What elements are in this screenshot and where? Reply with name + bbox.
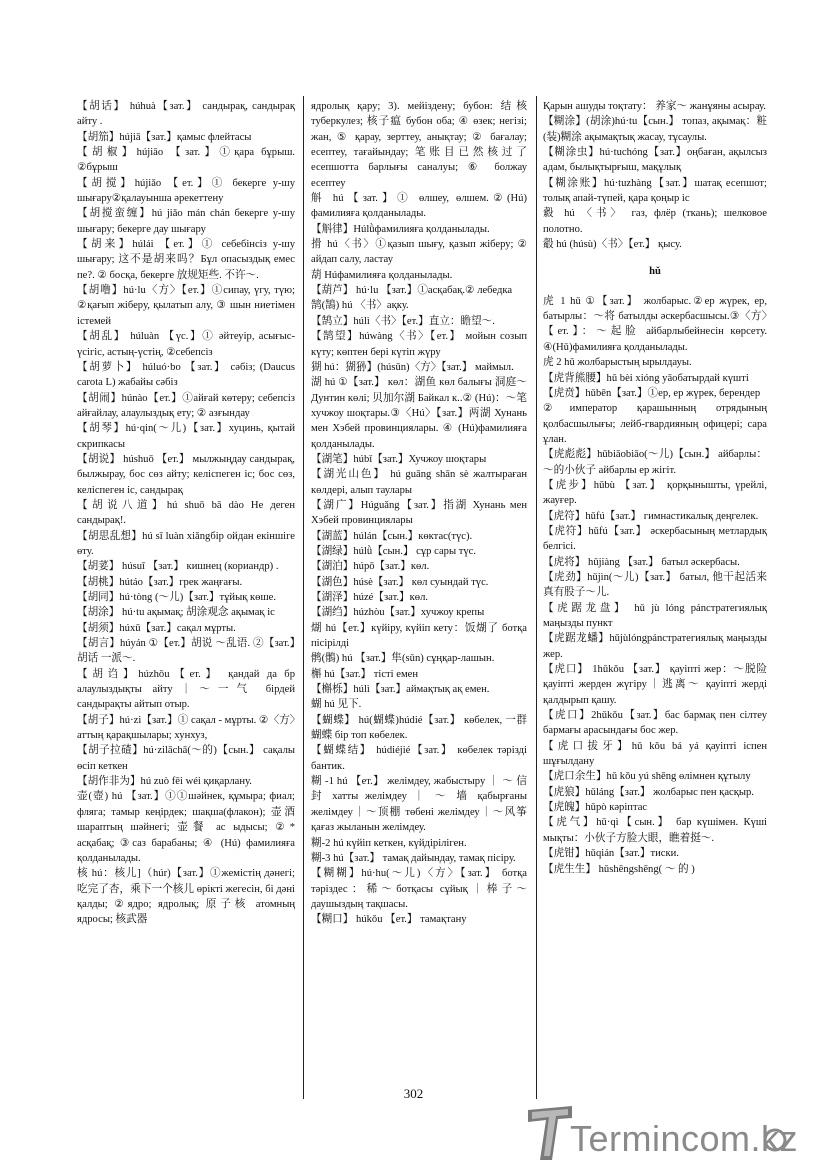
dictionary-entry: 【虎口余生】hǔ kǒu yú shēng өлімнен құтылу: [543, 771, 751, 783]
dictionary-entry: 糊-2 hú күйіп кеткен, күйдіріліген.: [311, 837, 467, 849]
dictionary-entry: 【胡同】hú·tòng (～儿)【зат.】тұйық көше.: [77, 592, 276, 603]
dictionary-entry: 【虎将】 hǔjiàng 【зат.】 батыл әскербасы.: [543, 556, 740, 568]
dictionary-entry: 【胡思乱想】hú sī luàn xiǎngбір ойдан екіншіге өту.: [77, 530, 295, 557]
column-divider: [303, 96, 304, 1099]
dictionary-entry: 【胡噜】hú·lu〈方〉【ет.】①сипау, үгу, түю; ②қағып жіберу, қылатып алу, ③ шын ниетімен істемей: [77, 285, 295, 327]
dictionary-entry: 【虎口】2hǔkǒu【зат.】бас бармақ пен сілтеу бармағы арасындағы бос жер.: [543, 710, 767, 737]
dictionary-entry: Қарын ашуды тоқтату： 养家～ жанұяны асырау.: [543, 101, 766, 112]
dictionary-entry: 【虎魄】hǔpò кәріптас: [543, 802, 648, 814]
dictionary-entry: 【虎钳】hǔqián【зат.】тиски.: [543, 848, 679, 860]
dictionary-entry: 【糊糊】hú·hu(～儿)〈方〉【зат.】 ботқа тәріздес：稀～ботқасы сұйық｜棒子～ даушыздың тақшасы.: [311, 868, 527, 910]
dictionary-entry: 【胡诌】húzhōu【ет.】 қандай да бр алаулыздықты айту｜～一气 бірдей сандырақты айтып отыр.: [77, 668, 295, 711]
dictionary-entry: 【胡涂】 hú·tu ақымақ; 胡涂观念 ақымақ іс: [77, 607, 275, 619]
dictionary-entry: 【槲栎】húlì【зат.】аймақтық ақ емен.: [311, 684, 490, 696]
dictionary-entry: 搰 hú〈书〉①қазып шығу, қазып жіберу; ② айдап салу, ластау: [311, 239, 527, 266]
dictionary-entry: 【胡言】húyán ①【ет.】胡说 ～乱语. ②【зат.】胡话 一派～.: [77, 638, 295, 665]
dictionary-entry: 【斛律】Húlǜфамилияға қолданылады.: [311, 223, 490, 235]
column-divider: [536, 96, 537, 1099]
dictionary-entry: 【胡来】húlái 【ет.】① себебінсіз у-шу шығару; 这不是胡来吗？Бұл опасыздық емес пе?. ② босқа, бекерге 放规矩些. 不许～.: [77, 239, 295, 281]
dictionary-entry: 糊-3 hú【зат.】 тамақ дайындау, тамақ пісіру.: [311, 852, 516, 864]
dictionary-entry: 【虎踞龙盘】 hǔ jù lóng pánстратегиялық маңызды пункт: [543, 602, 767, 629]
dictionary-entry: 【湖泊】húpō【зат.】көл.: [311, 561, 430, 573]
dictionary-entry: 縠 hú 〈书〉 газ, флёр (ткань); шелковое полотно.: [543, 208, 767, 235]
dictionary-entry: 【胡乱】 húluàn 【үс.】① әйтеуір, асығыс-үсігіс, астың-үстің, ②себепсіз: [77, 331, 295, 358]
dictionary-entry: 【湖泽】húzé【зат.】көл.: [311, 592, 429, 603]
dictionary-entry: 煳 hú【ет.】күйіру, күйіп кету：饭煳了 ботқа пісірілді: [311, 622, 527, 650]
dictionary-entry: 【胡琴】hú·qin(～儿)【зат.】хуцинь, қытай скрипкасы: [77, 423, 295, 450]
dictionary-entry: 【虎劲】hǔjìn(～儿)【зат.】 батыл, 他干起活来真有股子～儿.: [543, 571, 767, 599]
dictionary-entry: 【虎生生】 hǔshēngshēng( ～ 的 ): [543, 863, 695, 875]
dictionary-entry: 【虎步】hǔbù 【зат.】 қорқынышты, үрейлі, жауғер.: [543, 479, 767, 507]
dictionary-entry: 【虎贲】hǔbēn【зат.】①ер, ер жүрек, берендер: [543, 387, 761, 399]
dictionary-entry: 【湖绉】húzhòu【зат.】хучжоу крепы: [311, 607, 485, 619]
column-1: [77, 99, 295, 928]
dictionary-entry: 【胡须】húxū【зат.】сақал мұрты.: [77, 622, 236, 634]
dictionary-entry: 【蝴蝶结】 húdiéjié【зат.】 көбелек тәрізді бантик.: [311, 745, 527, 772]
dictionary-entry: 湖 hú ①【зат.】 көл：湖鱼 көл балығы 洞庭～Дунтин көлі; 贝加尔湖 Байкал к..② (Hú)：～笔 хучжоу шоқтары.③〈Hú〉【зат.】两湖 Хунань мен Хэбей провинциялары. ④ (Hú)фамилияға қолданылады.: [311, 377, 527, 450]
logo-text: Termincom.kz: [570, 1118, 799, 1159]
dictionary-entry: 【鹄望】húwàng〈书〉【ет.】 мойын созып күту; көптен бері күтіп жүру: [311, 331, 527, 358]
dictionary-entry: 【胡笳】hújiā【зат.】қамыс флейтасы: [77, 131, 252, 143]
dictionary-entry: 葫 Húфамилияға қолданылады.: [311, 269, 453, 281]
dictionary-entry: 觳 hú (húsù)〈书〉【ет.】 қысу.: [543, 239, 682, 251]
dictionary-entry: 【湖色】húsè【зат.】 көл суындай түс.: [311, 576, 489, 588]
dictionary-entry: 【湖笔】húbǐ【зат.】Хучжоу шоқтары: [311, 453, 487, 465]
dictionary-entry: 【虎气】hǔ·qì【сын.】 бар күшімен. Күші мықты：小伙子方脸大眼，瞧着挺～.: [543, 817, 767, 844]
dictionary-entry: 【胡萝卜】 húluó·bo 【зат.】 сәбіз; (Daucus carota L) жабайы сәбіз: [77, 361, 295, 389]
dictionary-entry: 糊 -1 hú 【ет.】 желімдеу, жабыстыру ｜ ～ 信封 хатты желімдеу ｜ ～ 墙 қабырғаны желімдеу｜～顶棚 төбені желімдеу｜～风筝 қағаз жыланын желімдеу.: [311, 776, 527, 834]
dictionary-entry: 【胡话】 húhuà【зат.】 сандырақ, сандырақ айту .: [77, 101, 295, 128]
dictionary-entry: 【胡作非为】hú zuò fēi wéi қиқарлану.: [77, 776, 252, 788]
dictionary-entry: 【湖绿】húlǜ【сын.】 сұр сары түс.: [311, 545, 476, 557]
dictionary-entry: 【湖光山色】 hú guāng shān sè жалтыраған көлдері, алып таулары: [311, 469, 527, 496]
dictionary-entry: 【蝴蝶】 hú(蝴蝶)húdié【зат.】 көбелек, 一群蝴蝶 бір топ көбелек.: [311, 714, 527, 742]
dictionary-entry: 【虎踞龙蟠】hǔjùlóngpánстратегиялық маңызды жер.: [543, 633, 767, 660]
dictionary-entry: 【胡椒】hújiāo 【зат.】①қара бұрыш. ②бұрыш: [77, 147, 295, 174]
dictionary-entry: 壶(壺) hú 【зат.】①①шәйнек, құмыра; фиал; фляга; тамыр кеңірдек; шақша(флакон); 壶酒 шараптың шәйнегі; 壶餐 ас ыдысы; ②* асқабақ; ③саз барабаны; ④ (Hú) фамилияға қолданылады.: [77, 791, 295, 864]
dictionary-entry: 【湖蓝】húlán【сын.】көктас(түс).: [311, 530, 473, 542]
dictionary-entry: 槲 hú【зат.】 тісті емен: [311, 668, 419, 680]
dictionary-entry: 【胡荽】 húsuī 【зат.】 кишнец (кориандр) .: [77, 561, 279, 573]
dictionary-entry: 核 hú：核儿]（húr)【зат.】①жемістің дәнегі; 吃完了杏，乘下一个核儿 өрікті жегесін, бі дәні қалды; ②ядро; ядролық; 原子核 атомның ядросы; 核武器: [77, 868, 295, 926]
dictionary-entry: 【虎背熊腰】hǔ bèi xióng yāoбатырдай күшті: [543, 372, 749, 384]
dictionary-entry: 【虎狼】hǔláng【зат.】 жолбарыс пен қасқыр.: [543, 786, 754, 798]
dictionary-entry: 【葫芦】 hú·lu 【зат.】①асқабақ.② лебедка: [311, 285, 513, 297]
column-2: [311, 99, 527, 928]
dictionary-entry: 【虎符】hǔfú【зат.】 гимнастикалық деңгелек.: [543, 510, 759, 522]
dictionary-entry: 【鹄立】húlì〈书〉【ет.】直立：瞻望～.: [311, 315, 495, 327]
dictionary-entry: 【糊涂】(胡涂)hú·tu【сын.】 топаз, ақымақ：粧(装)糊涂 ақымақтық жасау, тұсаулы.: [543, 116, 767, 143]
dictionary-entry: 【胡子】hú·zi【зат.】① сақал - мұрты. ②〈方〉аттың қарақшылары; хунхуз,: [77, 714, 295, 742]
dictionary-entry: 鹘(鶻) hú 【зат.】隼(sǔn) сұңқар-лашын.: [311, 653, 495, 665]
page-number: 302: [403, 1086, 424, 1101]
section-heading: hǔ: [649, 266, 661, 278]
dictionary-entry: 蝴 hú 见下.: [311, 699, 362, 711]
dictionary-entry: 鹄(鵠) hú 〈书〉ақку.: [311, 300, 409, 312]
dictionary-entry: 【胡搅】hújiǎo 【ет.】① бекерге у-шу шығару②қалауынша әрекеттену: [77, 177, 295, 205]
dictionary-entry: 【胡桃】hútáo【зат.】грек жаңғағы.: [77, 576, 243, 588]
dictionary-entry: 【胡搅蛮缠】hú jiǎo mán chán бекерге у-шу шығару; бекерге дау шығару: [77, 208, 295, 235]
dictionary-entry: 【糊涂虫】hú·tuchóng【зат.】оңбаған, ақылсыз адам, былықтырғыш, мақұлық: [543, 147, 767, 174]
dictionary-entry: 【虎符】hǔfú【зат.】 әскербасының метлардық белгісі.: [543, 525, 767, 553]
dictionary-entry: 猢 hú：猢狲】(húsūn)〈方〉【зат.】 маймыл.: [311, 361, 514, 373]
dictionary-entry: 【虎口拔牙】hǔ kǒu bá yá қауіпті іспен шұғылдану: [543, 740, 767, 768]
dictionary-entry: 虎 1 hǔ ①【зат.】 жолбарыс.②ер жүрек, ер, батырлы：～将 батылды әскербасшысы.③〈方〉【ет.】：～起脸 айбарлыбейнесін көрсету. ④(Hǔ)фамилияға қолданылады.: [543, 295, 767, 353]
dictionary-entry: 【胡说八道】hú shuō bā dào Не деген сандырақ!.: [77, 499, 295, 527]
dictionary-entry: 【虎彪彪】hǔbiāobiāo(～儿)【сын.】 айбарлы：～的小伙子 айбарлы ер жігіт.: [543, 449, 767, 476]
dictionary-entry: 【糊口】 húkǒu 【ет.】 тамақтану: [311, 914, 467, 926]
dictionary-entry: 【糊涂账】hú·tuzhàng【зат.】шатақ есепшот; толық апай-түпей, қара қоңыр іс: [543, 177, 767, 205]
dictionary-entry: 【胡说】 húshuō 【ет.】 мылжыңдау сандырақ, былжырау, бос сөз айту; келіспеген іс; бос сөз, келіспеген іс, сандырақ: [77, 453, 295, 496]
dictionary-entry: 斛 hú【зат.】① өлшеу, өлшем.②(Hú) фамилияға қолданылады.: [311, 193, 527, 220]
dictionary-entry: 虎 2 hǔ жолбарыстың ырылдауы.: [543, 357, 692, 369]
dictionary-entry: 【胡闹】húnào【ет.】①айғай көтеру; себепсіз айғайлау, алаулыздық ету; ② азғындау: [77, 392, 295, 419]
dictionary-entry: 【虎口】 1hǔkǒu 【зат.】 қауіпті жер：～脱险 қауіпті жерден жүгіру｜逃离～ қауіпті жерді қалдырып қашу.: [543, 664, 767, 706]
dictionary-entry: 【胡子拉碴】hú·zilāchā(～的)【сын.】 сақалы өсіп кеткен: [77, 745, 295, 772]
dictionary-entry: 【湖广】Húguǎng【зат.】指湖 Хунань мен Хэбей провинциялары: [311, 499, 527, 527]
dictionary-entry: ядролық қару; 3). мейіздену; бубон: 结核 туберкулез; 核子瘟 бубон оба; ④ өзек; негізі; жан, ⑤ қарау, зерттеу, анықтау; ② бағалау; есептеу, тағайындау; 笔账目已然核过了 есепшотта барлығы саналуы; ⑥ болжау есептеу: [311, 101, 527, 189]
dictionary-entry: ②император қарашынның отрядының қолбасшылығы; лейб-гвардияның офицері; сара ұлан.: [543, 403, 767, 445]
column-3: [543, 99, 767, 877]
